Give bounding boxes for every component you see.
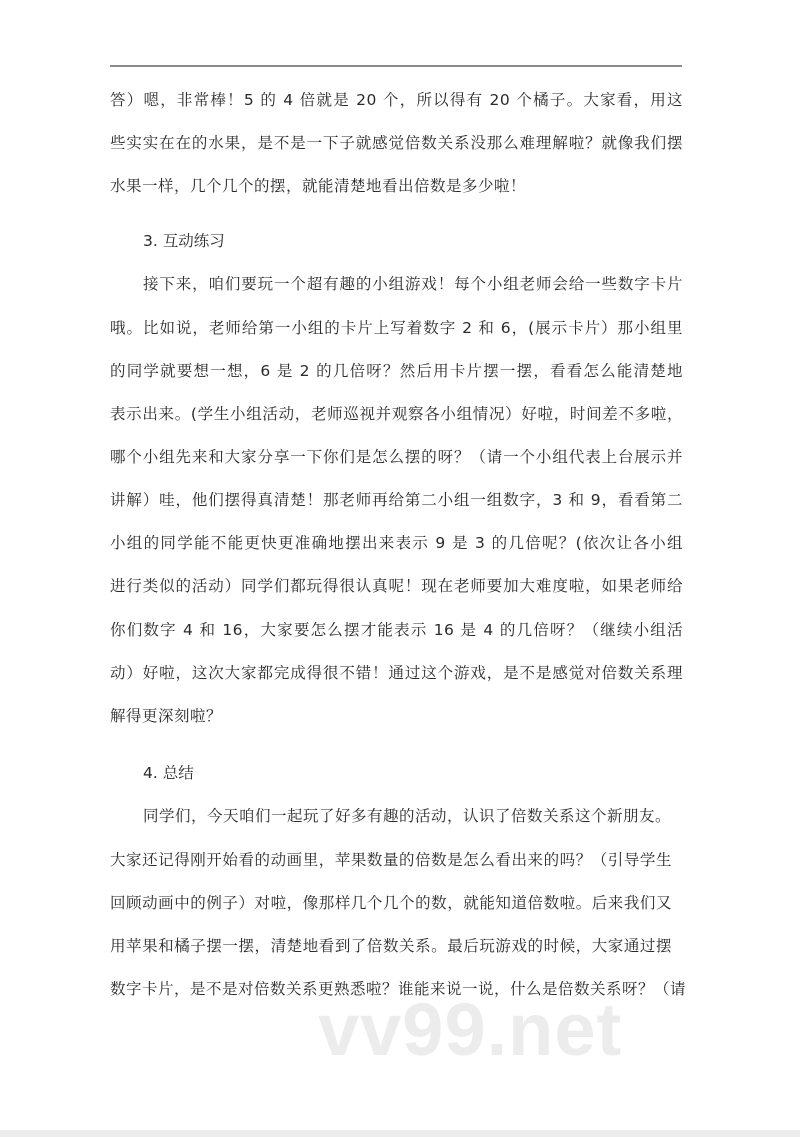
- text-line: 数字卡片，是不是对倍数关系更熟悉啦？谁能来说一说，什么是倍数关系呀？（请: [110, 980, 687, 998]
- page-bottom-edge: [0, 1130, 800, 1137]
- text-line: 哦。比如说，老师给第一小组的卡片上写着数字 2 和 6，(展示卡片）那小组里: [110, 319, 683, 337]
- text-line: 讲解）哇，他们摆得真清楚！那老师再给第二小组一组数字，3 和 9，看看第二: [110, 491, 683, 509]
- section-heading: 4. 总结: [143, 764, 194, 782]
- text-line: 的同学就要想一想，6 是 2 的几倍呀？然后用卡片摆一摆，看看怎么能清楚地: [110, 362, 683, 380]
- text-line: 回顾动画中的例子）对啦，像那样几个几个的数，就能知道倍数啦。后来我们又: [110, 894, 672, 912]
- text-line: 你们数字 4 和 16，大家要怎么摆才能表示 16 是 4 的几倍呀？（继续小组活: [110, 621, 683, 639]
- watermark: vv99.net: [318, 988, 623, 1071]
- text-line: 小组的同学能不能更快更准确地摆出来表示 9 是 3 的几倍呢？(依次让各小组: [110, 534, 683, 552]
- text-line: 进行类似的活动）同学们都玩得很认真呢！现在老师要加大难度啦，如果老师给: [110, 577, 683, 595]
- text-line: 用苹果和橘子摆一摆，清楚地看到了倍数关系。最后玩游戏的时候，大家通过摆: [110, 937, 672, 955]
- section-heading: 3. 互动练习: [143, 232, 225, 250]
- text-line: 些实实在在的水果，是不是一下子就感觉倍数关系没那么难理解啦？就像我们摆: [110, 134, 683, 152]
- text-line: 水果一样，几个几个的摆，就能清楚地看出倍数是多少啦！: [110, 177, 527, 195]
- text-line: 同学们，今天咱们一起玩了好多有趣的活动，认识了倍数关系这个新朋友。: [143, 807, 672, 825]
- text-line: 动）好啦，这次大家都完成得很不错！通过这个游戏，是不是感觉对倍数关系理: [110, 664, 683, 682]
- header-rule: [110, 65, 682, 67]
- text-line: 哪个小组先来和大家分享一下你们是怎么摆的呀？（请一个小组代表上台展示并: [110, 448, 683, 466]
- text-line: 答）嗯，非常棒！5 的 4 倍就是 20 个，所以得有 20 个橘子。大家看，用这: [110, 91, 683, 109]
- text-line: 解得更深刻啦？: [110, 707, 223, 725]
- text-line: 接下来，咱们要玩一个超有趣的小组游戏！每个小组老师会给一些数字卡片: [143, 275, 683, 293]
- text-line: 表示出来。(学生小组活动，老师巡视并观察各小组情况）好啦，时间差不多啦，: [110, 405, 683, 423]
- text-line: 大家还记得刚开始看的动画里，苹果数量的倍数是怎么看出来的吗？（引导学生: [110, 851, 672, 869]
